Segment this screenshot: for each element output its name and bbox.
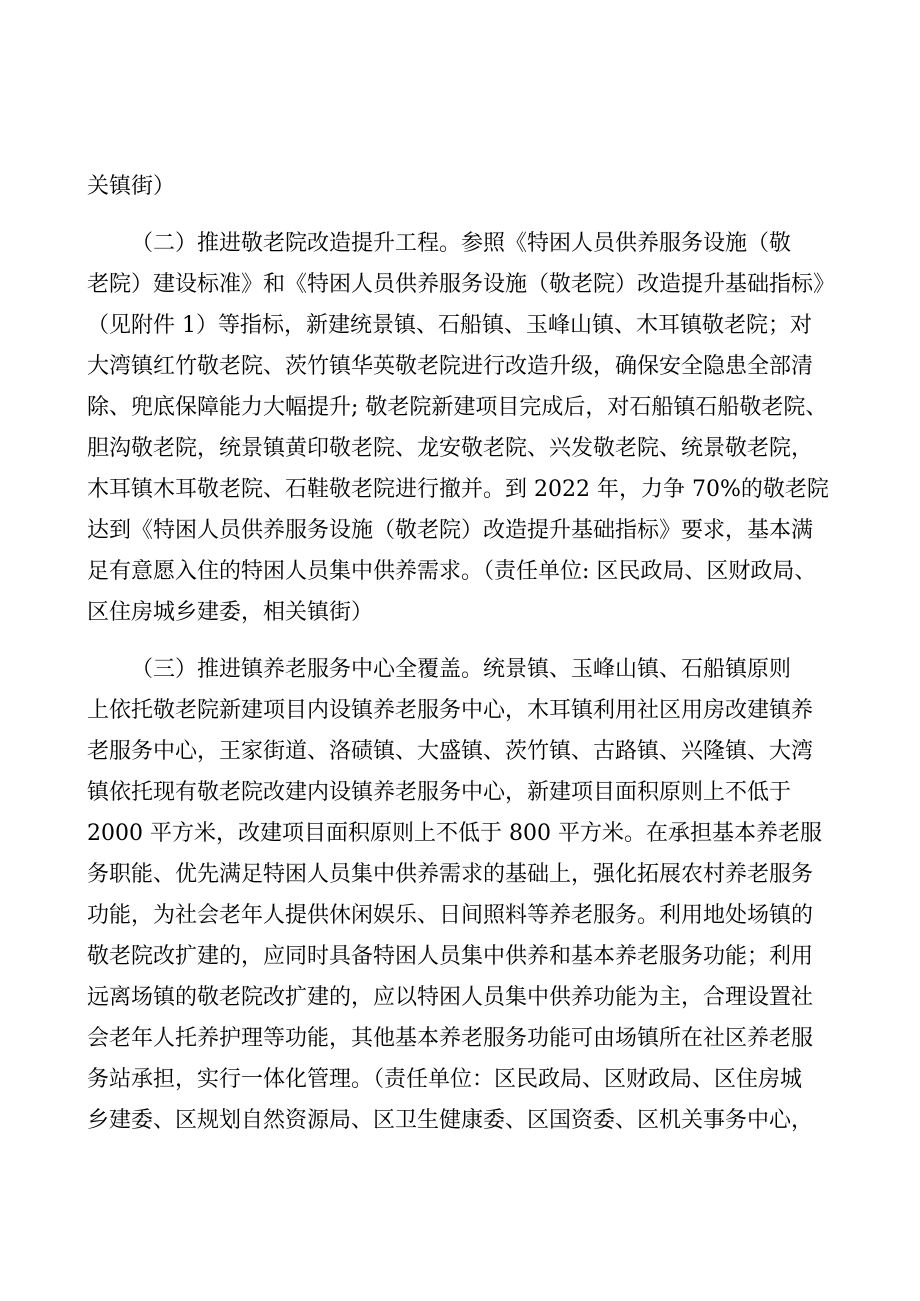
section-3-line: 务职能、优先满足特困人员集中供养需求的基础上，强化拓展农村养老服务	[87, 862, 814, 887]
paragraph-continuation-line: 关镇街）	[87, 174, 176, 199]
section-2-heading-line: （二）推进敬老院改造提升工程。参照《特困人员供养服务设施（敬	[131, 231, 792, 256]
section-3-heading-line: （三）推进镇养老服务中心全覆盖。统景镇、玉峰山镇、石船镇原则	[131, 657, 792, 682]
section-3-line: 老服务中心，王家街道、洛碛镇、大盛镇、茨竹镇、古路镇、兴隆镇、大湾	[87, 739, 814, 764]
section-3-line: 上依托敬老院新建项目内设镇养老服务中心，木耳镇利用社区用房改建镇养	[87, 698, 814, 723]
section-3-line: 务站承担，实行一体化管理。（责任单位：区民政局、区财政局、区住房城	[87, 1067, 803, 1092]
section-3-line: 2000 平方米，改建项目面积原则上不低于 800 平方米。在承担基本养老服	[87, 821, 822, 846]
section-3-line: 镇依托现有敬老院改建内设镇养老服务中心，新建项目面积原则上不低于	[87, 780, 792, 805]
section-2-line: 胆沟敬老院，统景镇黄印敬老院、龙安敬老院、兴发敬老院、统景敬老院，	[87, 436, 814, 461]
section-3-line: 功能，为社会老年人提供休闲娱乐、日间照料等养老服务。利用地处场镇的	[87, 903, 814, 928]
section-3-line: 乡建委、区规划自然资源局、区卫生健康委、区国资委、区机关事务中心，	[87, 1108, 814, 1133]
section-2-line: 达到《特困人员供养服务设施（敬老院）改造提升基础指标》要求，基本满	[87, 518, 814, 543]
section-2-line: 除、兜底保障能力大幅提升; 敬老院新建项目完成后，对石船镇石船敬老院、	[87, 395, 828, 420]
section-3-line: 会老年人托养护理等功能，其他基本养老服务功能可由场镇所在社区养老服	[87, 1026, 814, 1051]
section-3-line: 远离场镇的敬老院改扩建的，应以特困人员集中供养功能为主，合理设置社	[87, 985, 814, 1010]
section-3-line: 敬老院改扩建的，应同时具备特困人员集中供养和基本养老服务功能；利用	[87, 944, 814, 969]
section-2-line: 足有意愿入住的特困人员集中供养需求。（责任单位: 区民政局、区财政局、	[87, 559, 817, 584]
section-2-line: 木耳镇木耳敬老院、石鞋敬老院进行撤并。到 2022 年，力争 70%的敬老院	[87, 477, 829, 502]
section-2-line: 区住房城乡建委，相关镇街）	[87, 600, 374, 625]
section-2-line: 大湾镇红竹敬老院、茨竹镇华英敬老院进行改造升级，确保安全隐患全部清	[87, 354, 814, 379]
section-2-line: 老院）建设标准》和《特困人员供养服务设施（敬老院）改造提升基础指标》	[87, 272, 836, 297]
section-2-line: （见附件 1）等指标，新建统景镇、石船镇、玉峰山镇、木耳镇敬老院；对	[87, 313, 812, 338]
